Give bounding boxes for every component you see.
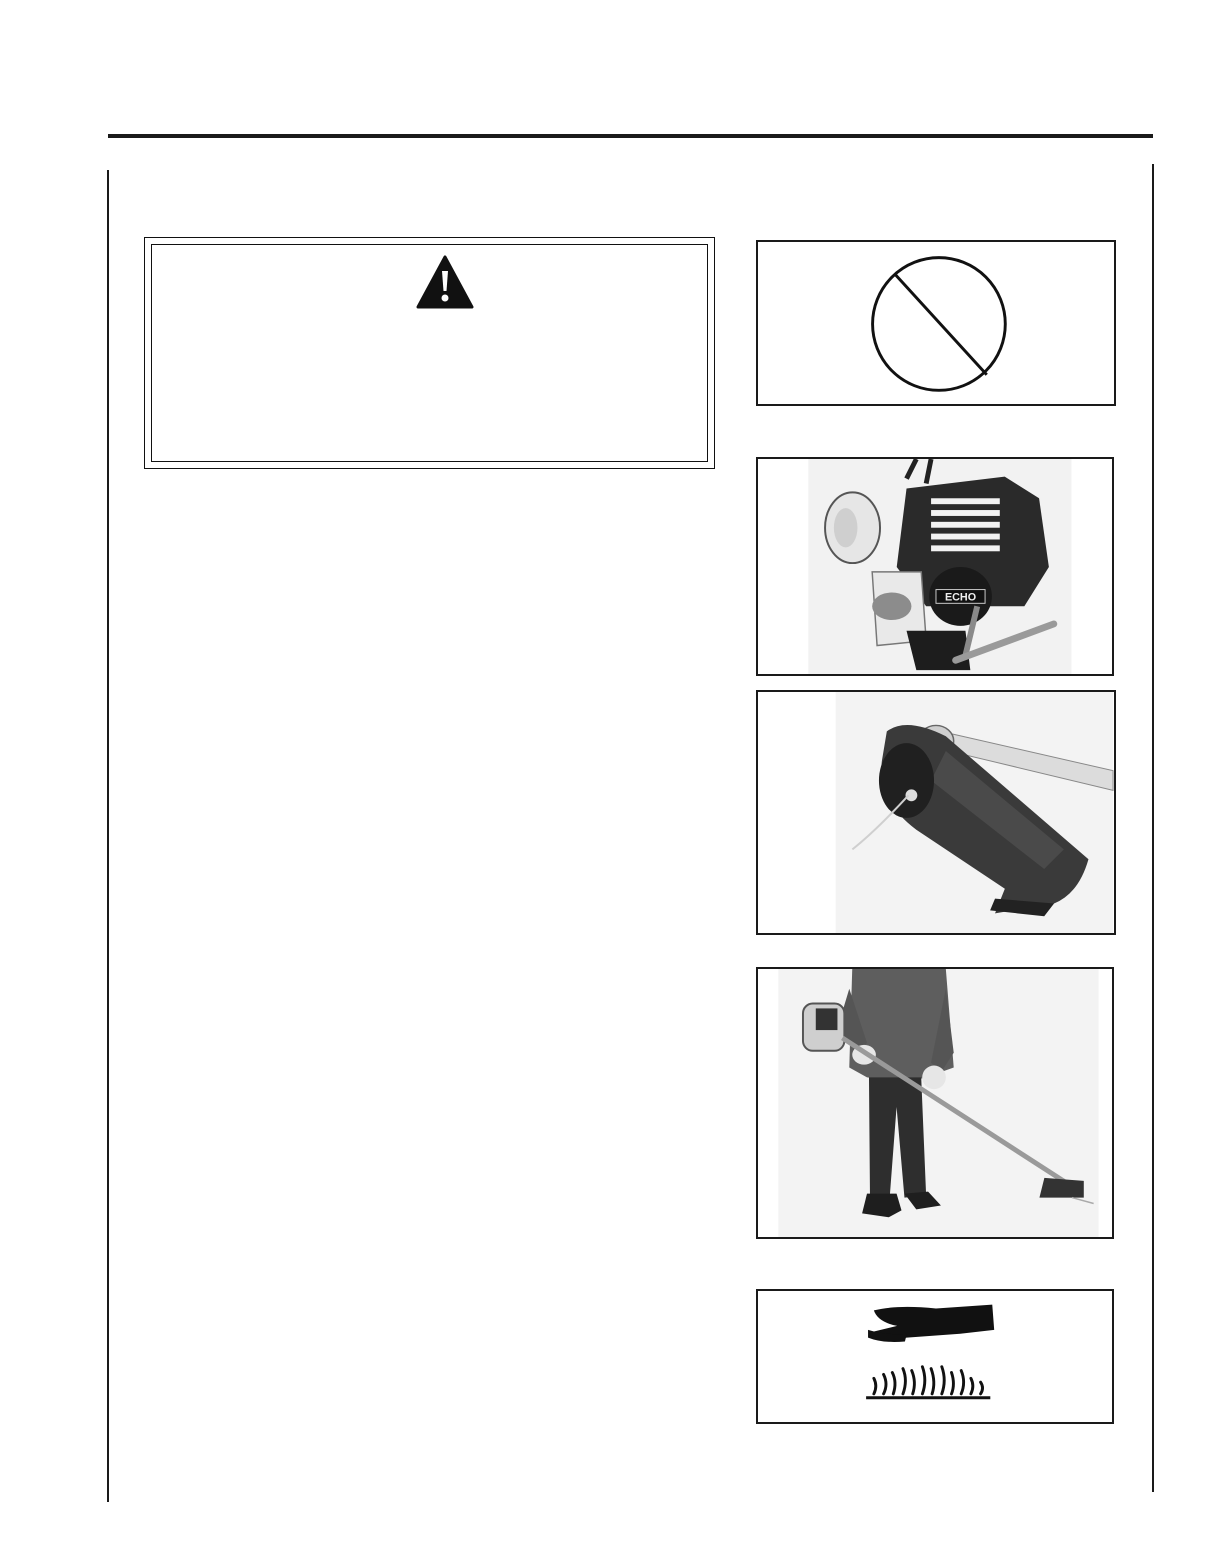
prohibited-circle-icon <box>758 242 1114 404</box>
prohibition-figure <box>756 240 1116 406</box>
warning-triangle-icon <box>416 255 474 309</box>
header-rule <box>108 134 1153 138</box>
hot-surface-figure <box>756 1289 1114 1424</box>
trimmer-head-figure <box>756 690 1116 935</box>
left-margin-rule <box>107 170 109 1502</box>
engine-photo <box>758 459 1112 674</box>
svg-text:ECHO: ECHO <box>944 591 977 604</box>
warning-box <box>144 237 715 469</box>
operator-photo <box>758 969 1112 1237</box>
trimmer-head-photo <box>758 692 1114 933</box>
engine-figure <box>756 457 1114 676</box>
operator-figure <box>756 967 1114 1239</box>
right-margin-rule <box>1152 164 1154 1492</box>
warning-box-inner <box>151 244 708 462</box>
hand-over-heat-icon <box>758 1291 1112 1422</box>
